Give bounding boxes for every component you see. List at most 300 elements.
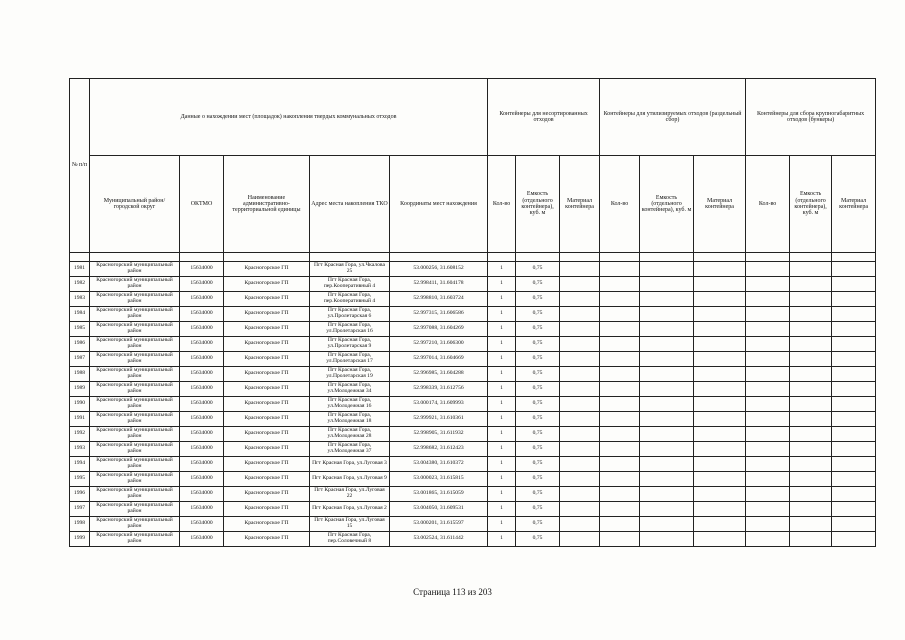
cell-material-bulky	[832, 517, 876, 532]
cell-material	[560, 382, 600, 397]
cell-volume-separate	[640, 397, 694, 412]
cell-material	[560, 322, 600, 337]
cell-material-separate	[694, 502, 746, 517]
cell-count: 1	[488, 277, 516, 292]
cell-material	[560, 472, 600, 487]
cell-coords: 53.000023, 31.615815	[390, 472, 488, 487]
header-group-separate: Контейнеры для утилизируемых отходов (раздельный сбор)	[600, 79, 746, 156]
cell-material-separate	[694, 307, 746, 322]
cell-number: 1991	[70, 412, 90, 427]
cell-count-bulky	[746, 262, 790, 277]
table-row	[70, 352, 876, 367]
cell-material	[560, 427, 600, 442]
cell-coords: 53.000201, 31.615597	[390, 517, 488, 532]
cell-coords: 52.999921, 31.610361	[390, 412, 488, 427]
cell-volume-separate	[640, 502, 694, 517]
cell-oktmo: 15634000	[180, 322, 224, 337]
cell-number: 1984	[70, 307, 90, 322]
cell-address: Пгт Красная Гора, ул.Молодежная 16	[310, 397, 390, 412]
cell-count: 1	[488, 457, 516, 472]
table-row	[70, 382, 876, 397]
cell-number: 1996	[70, 487, 90, 502]
cell-address: Пгт Красная Гора, ул.Луговая 15	[310, 517, 390, 532]
cell-material	[560, 307, 600, 322]
cell-number: 1992	[70, 427, 90, 442]
cell-count: 1	[488, 322, 516, 337]
table-row	[70, 307, 876, 322]
cell-volume: 0,75	[516, 382, 560, 397]
cell-material	[560, 352, 600, 367]
cell-volume-separate	[640, 277, 694, 292]
header-no-pp: № п/п	[70, 79, 90, 253]
cell-volume: 0,75	[516, 307, 560, 322]
cell-address: Пгт Красная Гора, ул.Луговая 3	[310, 457, 390, 472]
cell-volume: 0,75	[516, 502, 560, 517]
cell-okrug: Красногорский муниципальный район	[90, 487, 180, 502]
cell-material-bulky	[832, 367, 876, 382]
cell-count-bulky	[746, 502, 790, 517]
cell-material	[560, 262, 600, 277]
cell-count-bulky	[746, 472, 790, 487]
cell-count-separate	[600, 337, 640, 352]
header-material: Материал контейнера	[560, 156, 600, 253]
header-material-bulky: Материал контейнера	[832, 156, 876, 253]
cell-count: 1	[488, 517, 516, 532]
cell-coords: 53.004050, 31.609531	[390, 502, 488, 517]
cell-okrug: Красногорский муниципальный район	[90, 352, 180, 367]
cell-coords: 53.002524, 31.611442	[390, 532, 488, 547]
cell-material	[560, 337, 600, 352]
table-row	[70, 502, 876, 517]
cell-material-bulky	[832, 472, 876, 487]
cell-count: 1	[488, 337, 516, 352]
cell-volume-separate	[640, 367, 694, 382]
cell-okrug: Красногорский муниципальный район	[90, 442, 180, 457]
cell-count: 1	[488, 367, 516, 382]
cell-volume-bulky	[790, 262, 832, 277]
cell-count-bulky	[746, 427, 790, 442]
cell-oktmo: 15634000	[180, 412, 224, 427]
cell-address: Пгт Красная Гора, пер.Кооперативный 4	[310, 277, 390, 292]
cell-oktmo: 15634000	[180, 277, 224, 292]
cell-volume-separate	[640, 427, 694, 442]
cell-okrug: Красногорский муниципальный район	[90, 277, 180, 292]
cell-address: Пгт Красная Гора, ул.Пролетарская 19	[310, 367, 390, 382]
cell-admin-unit: Красногорское ГП	[224, 262, 310, 277]
header-group-bulky: Контейнеры для сбора крупногабаритных отходов (бункеры)	[746, 79, 876, 156]
cell-volume: 0,75	[516, 517, 560, 532]
table-row	[70, 397, 876, 412]
cell-volume-bulky	[790, 472, 832, 487]
cell-count-separate	[600, 322, 640, 337]
cell-count-bulky	[746, 277, 790, 292]
cell-coords: 52.997315, 31.606586	[390, 307, 488, 322]
cell-number: 1988	[70, 367, 90, 382]
cell-material-bulky	[832, 322, 876, 337]
cell-volume-separate	[640, 307, 694, 322]
cell-coords: 52.997210, 31.606300	[390, 337, 488, 352]
cell-volume: 0,75	[516, 442, 560, 457]
cell-volume-separate	[640, 472, 694, 487]
cell-material-separate	[694, 397, 746, 412]
cell-volume-separate	[640, 322, 694, 337]
cell-count-bulky	[746, 367, 790, 382]
header-count-bulky: Кол-во	[746, 156, 790, 253]
cell-count-separate	[600, 262, 640, 277]
header-volume: Емкость (отдельного контейнера), куб. м	[516, 156, 560, 253]
cell-material-separate	[694, 412, 746, 427]
cell-volume-separate	[640, 517, 694, 532]
cell-material-separate	[694, 487, 746, 502]
cell-material-bulky	[832, 502, 876, 517]
cell-coords: 53.001865, 31.615059	[390, 487, 488, 502]
cell-material-separate	[694, 517, 746, 532]
cell-count-bulky	[746, 382, 790, 397]
cell-material-bulky	[832, 457, 876, 472]
cell-material	[560, 292, 600, 307]
cell-count: 1	[488, 397, 516, 412]
cell-number: 1999	[70, 532, 90, 547]
cell-material-separate	[694, 532, 746, 547]
cell-address: Пгт Красная Гора, ул.Молодежная 34	[310, 382, 390, 397]
cell-volume: 0,75	[516, 292, 560, 307]
cell-material	[560, 367, 600, 382]
cell-oktmo: 15634000	[180, 487, 224, 502]
cell-volume-bulky	[790, 337, 832, 352]
cell-count: 1	[488, 472, 516, 487]
cell-material-bulky	[832, 337, 876, 352]
cell-material	[560, 277, 600, 292]
cell-count-separate	[600, 307, 640, 322]
header-oktmo: ОКТМО	[180, 156, 224, 253]
cell-number: 1987	[70, 352, 90, 367]
cell-address: Пгт Красная Гора, ул.Молодежная 37	[310, 442, 390, 457]
cell-material-bulky	[832, 307, 876, 322]
cell-number: 1995	[70, 472, 90, 487]
cell-material-bulky	[832, 292, 876, 307]
cell-count-separate	[600, 472, 640, 487]
cell-material-bulky	[832, 277, 876, 292]
cell-address: Пгт Красная Гора, ул.Луговая 9	[310, 472, 390, 487]
cell-oktmo: 15634000	[180, 262, 224, 277]
cell-number: 1981	[70, 262, 90, 277]
cell-address: Пгт Красная Гора, ул.Чкалова 25	[310, 262, 390, 277]
cell-coords: 52.997014, 31.604669	[390, 352, 488, 367]
cell-count: 1	[488, 262, 516, 277]
page-number: Страница 113 из 203	[413, 587, 492, 597]
cell-oktmo: 15634000	[180, 337, 224, 352]
cell-coords: 52.998810, 31.603724	[390, 292, 488, 307]
cell-material-bulky	[832, 427, 876, 442]
cell-volume-separate	[640, 532, 694, 547]
cell-coords: 52.998682, 31.612423	[390, 442, 488, 457]
cell-material-bulky	[832, 532, 876, 547]
cell-oktmo: 15634000	[180, 292, 224, 307]
cell-volume-bulky	[790, 382, 832, 397]
cell-material-bulky	[832, 412, 876, 427]
spacer-row	[70, 253, 876, 262]
cell-volume-bulky	[790, 442, 832, 457]
cell-okrug: Красногорский муниципальный район	[90, 262, 180, 277]
cell-admin-unit: Красногорское ГП	[224, 457, 310, 472]
cell-number: 1990	[70, 397, 90, 412]
cell-oktmo: 15634000	[180, 532, 224, 547]
cell-material-bulky	[832, 352, 876, 367]
cell-count: 1	[488, 412, 516, 427]
cell-address: Пгт Красная Гора, ул.Молодежная 18	[310, 412, 390, 427]
cell-material-separate	[694, 382, 746, 397]
header-volume-bulky: Емкость (отдельного контейнера), куб. м	[790, 156, 832, 253]
cell-material-separate	[694, 352, 746, 367]
cell-count-bulky	[746, 397, 790, 412]
cell-admin-unit: Красногорское ГП	[224, 472, 310, 487]
cell-oktmo: 15634000	[180, 502, 224, 517]
table-row	[70, 292, 876, 307]
cell-okrug: Красногорский муниципальный район	[90, 427, 180, 442]
cell-volume-bulky	[790, 532, 832, 547]
cell-material-separate	[694, 442, 746, 457]
cell-material-separate	[694, 472, 746, 487]
cell-volume: 0,75	[516, 472, 560, 487]
cell-okrug: Красногорский муниципальный район	[90, 367, 180, 382]
cell-okrug: Красногорский муниципальный район	[90, 292, 180, 307]
header-count: Кол-во	[488, 156, 516, 253]
cell-coords: 53.004380, 31.610372	[390, 457, 488, 472]
cell-number: 1997	[70, 502, 90, 517]
cell-count-separate	[600, 502, 640, 517]
cell-count-separate	[600, 532, 640, 547]
cell-coords: 53.000256, 31.608152	[390, 262, 488, 277]
cell-material-separate	[694, 322, 746, 337]
header-address: Адрес места накопления ТКО	[310, 156, 390, 253]
cell-admin-unit: Красногорское ГП	[224, 307, 310, 322]
cell-okrug: Красногорский муниципальный район	[90, 382, 180, 397]
cell-admin-unit: Красногорское ГП	[224, 442, 310, 457]
cell-volume: 0,75	[516, 487, 560, 502]
cell-count-bulky	[746, 307, 790, 322]
cell-address: Пгт Красная Гора, ул.Луговая 2	[310, 502, 390, 517]
cell-count-bulky	[746, 532, 790, 547]
cell-address: Пгт Красная Гора, ул.Молодежная 28	[310, 427, 390, 442]
cell-okrug: Красногорский муниципальный район	[90, 472, 180, 487]
cell-okrug: Красногорский муниципальный район	[90, 397, 180, 412]
cell-volume-separate	[640, 292, 694, 307]
cell-count-bulky	[746, 292, 790, 307]
cell-volume: 0,75	[516, 262, 560, 277]
cell-admin-unit: Красногорское ГП	[224, 487, 310, 502]
header-admin-unit: Наименование административно-территориальной единицы	[224, 156, 310, 253]
cell-count-bulky	[746, 337, 790, 352]
cell-count: 1	[488, 307, 516, 322]
cell-material-separate	[694, 337, 746, 352]
cell-number: 1983	[70, 292, 90, 307]
table-row	[70, 367, 876, 382]
table-row	[70, 262, 876, 277]
cell-volume-bulky	[790, 322, 832, 337]
cell-admin-unit: Красногорское ГП	[224, 337, 310, 352]
cell-volume: 0,75	[516, 412, 560, 427]
table-row	[70, 322, 876, 337]
cell-oktmo: 15634000	[180, 472, 224, 487]
cell-address: Пгт Красная Гора, пер.Соловечный 8	[310, 532, 390, 547]
cell-volume-bulky	[790, 412, 832, 427]
cell-count-separate	[600, 442, 640, 457]
cell-volume-bulky	[790, 352, 832, 367]
cell-oktmo: 15634000	[180, 307, 224, 322]
cell-material	[560, 397, 600, 412]
cell-volume-separate	[640, 262, 694, 277]
cell-volume: 0,75	[516, 532, 560, 547]
cell-admin-unit: Красногорское ГП	[224, 517, 310, 532]
cell-material-bulky	[832, 397, 876, 412]
cell-count-separate	[600, 382, 640, 397]
table-row	[70, 442, 876, 457]
cell-volume: 0,75	[516, 457, 560, 472]
cell-material	[560, 442, 600, 457]
header-okrug: Муниципальный район/городской округ	[90, 156, 180, 253]
cell-oktmo: 15634000	[180, 457, 224, 472]
cell-count: 1	[488, 352, 516, 367]
cell-volume-separate	[640, 412, 694, 427]
cell-volume: 0,75	[516, 322, 560, 337]
cell-admin-unit: Красногорское ГП	[224, 397, 310, 412]
table-row	[70, 427, 876, 442]
cell-okrug: Красногорский муниципальный район	[90, 307, 180, 322]
cell-count: 1	[488, 442, 516, 457]
cell-address: Пгт Красная Гора, ул.Пролетарская 16	[310, 322, 390, 337]
cell-admin-unit: Красногорское ГП	[224, 292, 310, 307]
cell-admin-unit: Красногорское ГП	[224, 532, 310, 547]
cell-material	[560, 457, 600, 472]
cell-oktmo: 15634000	[180, 352, 224, 367]
cell-material	[560, 517, 600, 532]
cell-number: 1994	[70, 457, 90, 472]
cell-material	[560, 487, 600, 502]
cell-volume-bulky	[790, 502, 832, 517]
cell-material-bulky	[832, 442, 876, 457]
cell-okrug: Красногорский муниципальный район	[90, 457, 180, 472]
cell-count-separate	[600, 427, 640, 442]
cell-okrug: Красногорский муниципальный район	[90, 322, 180, 337]
cell-coords: 52.997088, 31.604269	[390, 322, 488, 337]
cell-count-separate	[600, 412, 640, 427]
cell-count-separate	[600, 367, 640, 382]
table-row	[70, 337, 876, 352]
table-row	[70, 412, 876, 427]
cell-volume: 0,75	[516, 337, 560, 352]
cell-count-bulky	[746, 442, 790, 457]
cell-admin-unit: Красногорское ГП	[224, 277, 310, 292]
cell-admin-unit: Красногорское ГП	[224, 427, 310, 442]
cell-count-bulky	[746, 517, 790, 532]
cell-volume: 0,75	[516, 352, 560, 367]
cell-volume-separate	[640, 457, 694, 472]
cell-admin-unit: Красногорское ГП	[224, 322, 310, 337]
cell-oktmo: 15634000	[180, 367, 224, 382]
cell-material	[560, 502, 600, 517]
cell-coords: 52.998411, 31.604178	[390, 277, 488, 292]
cell-count-separate	[600, 352, 640, 367]
cell-oktmo: 15634000	[180, 442, 224, 457]
cell-count-bulky	[746, 352, 790, 367]
cell-material	[560, 412, 600, 427]
cell-number: 1982	[70, 277, 90, 292]
cell-volume-separate	[640, 352, 694, 367]
table-row	[70, 532, 876, 547]
cell-material-separate	[694, 277, 746, 292]
cell-count-separate	[600, 292, 640, 307]
cell-number: 1993	[70, 442, 90, 457]
cell-count: 1	[488, 292, 516, 307]
cell-volume: 0,75	[516, 397, 560, 412]
header-group-unsorted: Контейнеры для несортированных отходов	[488, 79, 600, 156]
cell-coords: 52.996985, 31.604288	[390, 367, 488, 382]
cell-material-separate	[694, 427, 746, 442]
cell-volume: 0,75	[516, 277, 560, 292]
cell-volume-bulky	[790, 307, 832, 322]
header-count-separate: Кол-во	[600, 156, 640, 253]
cell-material-separate	[694, 262, 746, 277]
cell-count-bulky	[746, 487, 790, 502]
cell-count-bulky	[746, 412, 790, 427]
cell-material	[560, 532, 600, 547]
cell-admin-unit: Красногорское ГП	[224, 367, 310, 382]
cell-admin-unit: Красногорское ГП	[224, 502, 310, 517]
header-coords: Координаты мест нахождения	[390, 156, 488, 253]
cell-count: 1	[488, 487, 516, 502]
tko-registry-table	[69, 78, 876, 547]
cell-volume-bulky	[790, 487, 832, 502]
cell-oktmo: 15634000	[180, 517, 224, 532]
cell-count: 1	[488, 502, 516, 517]
cell-count: 1	[488, 532, 516, 547]
cell-volume-bulky	[790, 292, 832, 307]
cell-number: 1998	[70, 517, 90, 532]
cell-material-separate	[694, 367, 746, 382]
cell-volume-bulky	[790, 367, 832, 382]
cell-material-bulky	[832, 382, 876, 397]
cell-coords: 52.998339, 31.612756	[390, 382, 488, 397]
cell-number: 1986	[70, 337, 90, 352]
cell-oktmo: 15634000	[180, 397, 224, 412]
cell-coords: 52.998905, 31.611932	[390, 427, 488, 442]
cell-address: Пгт Красная Гора, ул.Пролетарская 6	[310, 307, 390, 322]
cell-oktmo: 15634000	[180, 382, 224, 397]
cell-admin-unit: Красногорское ГП	[224, 382, 310, 397]
cell-address: Пгт Красная Гора, ул.Пролетарская 9	[310, 337, 390, 352]
cell-count-separate	[600, 487, 640, 502]
cell-material-separate	[694, 292, 746, 307]
cell-admin-unit: Красногорское ГП	[224, 412, 310, 427]
header-group-location: Данные о нахождении мест (площадок) накопления твердых коммунальных отходов	[90, 79, 488, 156]
table-row	[70, 277, 876, 292]
cell-volume-bulky	[790, 457, 832, 472]
cell-oktmo: 15634000	[180, 427, 224, 442]
cell-count-separate	[600, 517, 640, 532]
cell-count: 1	[488, 382, 516, 397]
cell-volume: 0,75	[516, 367, 560, 382]
cell-count-separate	[600, 397, 640, 412]
cell-address: Пгт Красная Гора, пер.Кооперативный 4	[310, 292, 390, 307]
cell-number: 1989	[70, 382, 90, 397]
header-material-separate: Материал контейнера	[694, 156, 746, 253]
header-volume-separate: Емкость (отдельного контейнера), куб. м	[640, 156, 694, 253]
cell-volume-separate	[640, 382, 694, 397]
cell-coords: 53.000174, 31.609993	[390, 397, 488, 412]
cell-count: 1	[488, 427, 516, 442]
cell-material-bulky	[832, 487, 876, 502]
cell-count-separate	[600, 277, 640, 292]
